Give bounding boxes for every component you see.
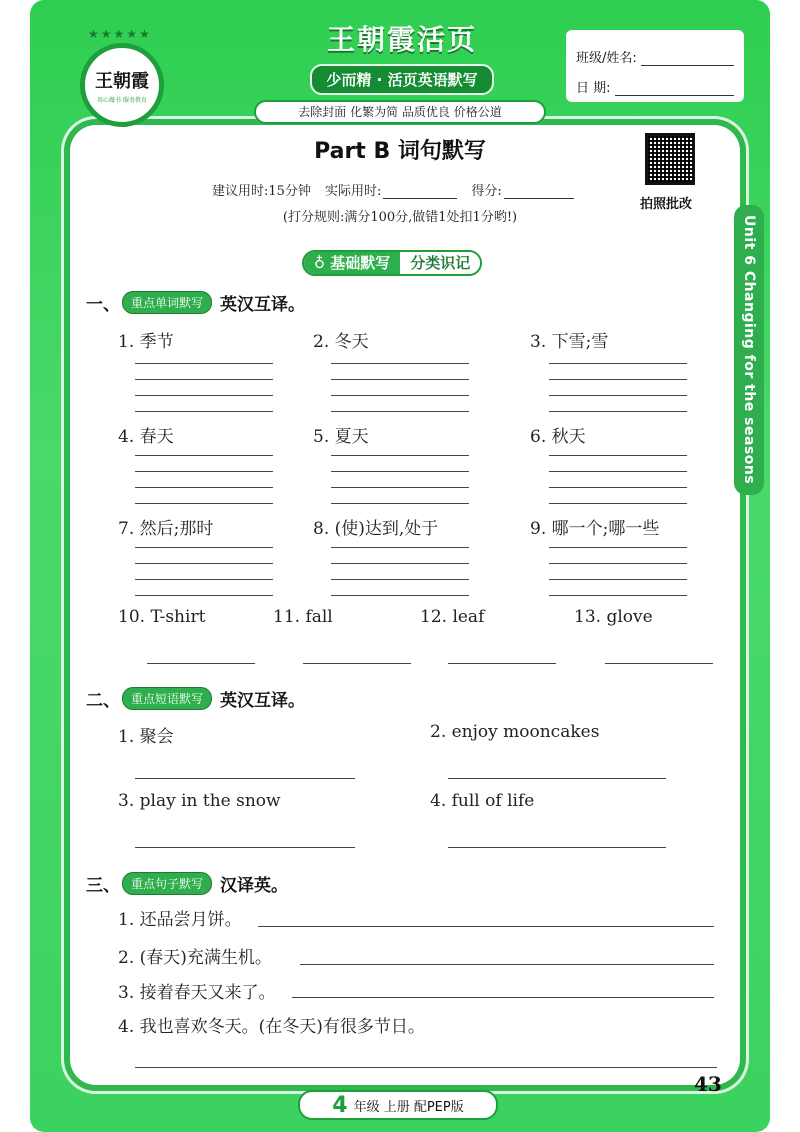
list-item: 1. 聚会 — [118, 727, 174, 747]
answer-line[interactable] — [300, 963, 714, 965]
date-field[interactable] — [615, 82, 734, 96]
logo-text: 王朝霞 — [95, 70, 149, 92]
section1-instruction: 英汉互译。 — [220, 295, 306, 315]
slogan: 去除封面 化繁为简 品质优良 价格公道 — [254, 100, 546, 124]
answer-line[interactable] — [135, 846, 355, 848]
list-item: 13. glove — [574, 607, 653, 627]
logo-badge — [80, 43, 164, 127]
list-item: 4. 春天 — [118, 427, 174, 447]
actual-time-field[interactable] — [383, 185, 457, 199]
class-name-field[interactable] — [641, 52, 734, 66]
list-item: 12. leaf — [420, 607, 485, 627]
section2-heading — [86, 686, 305, 711]
answer-lines[interactable] — [135, 348, 273, 412]
score-field[interactable] — [504, 185, 574, 199]
brand-subtitle: 少而精 · 活页英语默写 — [310, 64, 493, 95]
footer-badge — [298, 1090, 498, 1120]
answer-line[interactable] — [448, 846, 666, 848]
qr-label: 拍照批改 — [640, 197, 693, 212]
list-item: 11. fall — [273, 607, 333, 627]
list-item: 6. 秋天 — [530, 427, 586, 447]
banner-left — [304, 252, 400, 274]
answer-lines[interactable] — [331, 532, 469, 596]
answer-line[interactable] — [258, 925, 714, 927]
answer-lines[interactable] — [549, 440, 687, 504]
list-item: 4. 我也喜欢冬天。(在冬天)有很多节日。 — [118, 1017, 425, 1037]
list-item: 2. (春天)充满生机。 — [118, 948, 272, 968]
list-item: 8. (使)达到,处于 — [313, 519, 439, 539]
grade-number: 4 — [332, 1092, 348, 1118]
list-item: 1. 还品尝月饼。 — [118, 910, 242, 930]
answer-line[interactable] — [135, 777, 355, 779]
brand-title: 王朝霞活页 — [326, 23, 477, 56]
list-item: 10. T-shirt — [118, 607, 206, 627]
answer-lines[interactable] — [331, 440, 469, 504]
scoring-rule: (打分规则:满分100分,做错1处扣1分哟!) — [282, 210, 518, 225]
date-label: 日 期: — [576, 81, 611, 96]
score-label: 得分: — [471, 184, 502, 199]
section1-heading — [86, 290, 305, 315]
student-info-box — [566, 30, 744, 102]
page-title: Part B 词句默写 — [314, 139, 486, 164]
suggested-time: 建议用时:15分钟 — [212, 184, 311, 199]
section3-number: 三、 — [86, 876, 120, 896]
list-item: 9. 哪一个;哪一些 — [530, 519, 660, 539]
section2-number: 二、 — [86, 691, 120, 711]
list-item: 3. 接着春天又来了。 — [118, 983, 276, 1003]
list-item: 3. play in the snow — [118, 791, 281, 811]
list-item: 3. 下雪;雪 — [530, 332, 609, 352]
brand-header — [292, 18, 512, 95]
list-item: 5. 夏天 — [313, 427, 369, 447]
answer-lines[interactable] — [549, 532, 687, 596]
banner-left-label: 基础默写 — [330, 254, 391, 272]
unit-title: Unit 6 Changing for the seasons — [741, 215, 757, 485]
date-row — [576, 66, 734, 96]
answer-lines[interactable] — [135, 532, 273, 596]
list-item: 2. 冬天 — [313, 332, 369, 352]
logo-subtext: 用心做书 服务教育 — [97, 96, 147, 104]
section-banner — [302, 250, 482, 276]
answer-lines[interactable] — [549, 348, 687, 412]
answer-line[interactable] — [303, 662, 411, 664]
answer-lines[interactable] — [331, 348, 469, 412]
banner-right: 分类识记 — [400, 252, 480, 274]
answer-lines[interactable] — [135, 440, 273, 504]
qr-code-icon[interactable] — [645, 133, 695, 185]
medal-icon: ♁ — [314, 254, 331, 272]
publisher-logo — [62, 25, 182, 125]
answer-line[interactable] — [605, 662, 713, 664]
answer-line[interactable] — [448, 777, 666, 779]
section1-number: 一、 — [86, 295, 120, 315]
time-row — [212, 180, 574, 199]
actual-time-label: 实际用时: — [324, 184, 382, 199]
section3-heading — [86, 871, 288, 896]
answer-line[interactable] — [135, 1066, 717, 1068]
section2-instruction: 英汉互译。 — [220, 691, 306, 711]
answer-line[interactable] — [448, 662, 556, 664]
class-name-label: 班级/姓名: — [576, 51, 637, 66]
list-item: 4. full of life — [430, 791, 535, 811]
answer-line[interactable] — [292, 996, 714, 998]
section3-instruction: 汉译英。 — [220, 876, 289, 896]
stars-icon: ★★★★★ — [88, 27, 152, 41]
unit-side-tab — [734, 205, 764, 495]
grade-label: 年级 上册 配PEP版 — [353, 1099, 464, 1115]
page-number: 43 — [694, 1072, 722, 1096]
section3-pill: 重点句子默写 — [122, 872, 212, 895]
list-item: 7. 然后;那时 — [118, 519, 214, 539]
section1-pill: 重点单词默写 — [122, 291, 212, 314]
class-name-row — [576, 36, 734, 66]
section2-pill: 重点短语默写 — [122, 687, 212, 710]
list-item: 2. enjoy mooncakes — [430, 722, 600, 742]
list-item: 1. 季节 — [118, 332, 174, 352]
answer-line[interactable] — [147, 662, 255, 664]
